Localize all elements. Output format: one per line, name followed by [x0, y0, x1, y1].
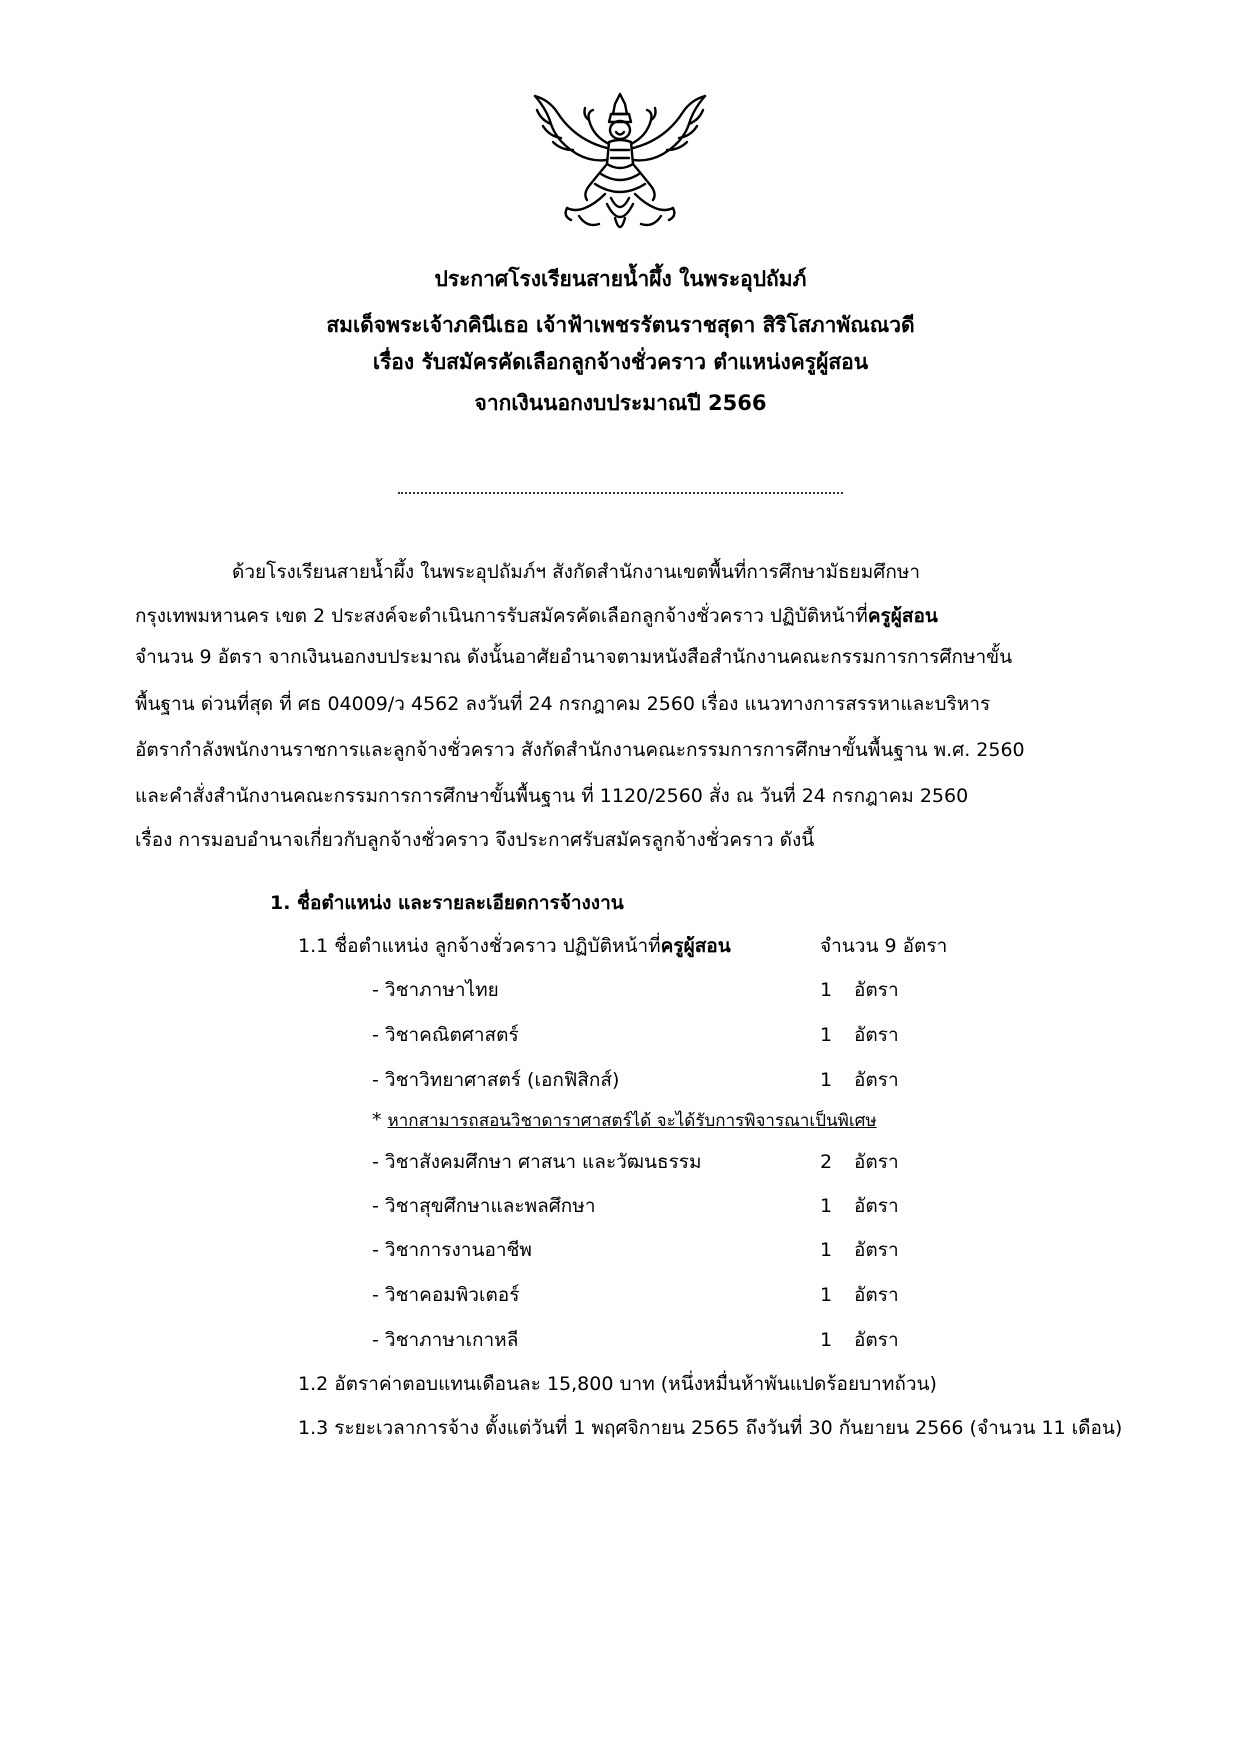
intro-line-5: อัตรากำลังพนักงานราชการและลูกจ้างชั่วคราว สังกัดสำนักงานคณะกรรมการการศึกษาขั้นพื้นฐาน พ.ศ. 2560	[135, 739, 1025, 761]
subject-unit: อัตรา	[854, 1024, 899, 1046]
section-1-heading: 1. ชื่อตำแหน่ง และรายละเอียดการจ้างงาน	[270, 892, 624, 914]
subject-unit: อัตรา	[854, 1284, 899, 1306]
item-1-3: 1.3 ระยะเวลาการจ้าง ตั้งแต่วันที่ 1 พฤศจิกายน 2565 ถึงวันที่ 30 กันยายน 2566 (จำนวน 11 เดือน)	[298, 1417, 1123, 1439]
subject-name: - วิชาสังคมศึกษา ศาสนา และวัฒนธรรม	[372, 1151, 702, 1173]
subject-num: 1	[820, 1069, 833, 1091]
subject-num: 1	[820, 979, 833, 1001]
intro-position-teacher: ครูผู้สอน	[867, 605, 938, 627]
astronomy-note	[372, 1106, 877, 1135]
header-line-3: เรื่อง รับสมัครคัดเลือกลูกจ้างชั่วคราว ตำแหน่งครูผู้สอน	[372, 350, 869, 374]
note-star: *	[372, 1109, 388, 1131]
subject-num: 1	[820, 1024, 833, 1046]
header-line-4: จากเงินนอกงบประมาณปี 2566	[474, 391, 767, 415]
subject-name: - วิชาคณิตศาสตร์	[372, 1024, 519, 1046]
subject-unit: อัตรา	[854, 979, 899, 1001]
intro-line-4: พื้นฐาน ด่วนที่สุด ที่ ศธ 04009/ว 4562 ลงวันที่ 24 กรกฎาคม 2560 เรื่อง แนวทางการสรรหาและบริหาร	[135, 693, 991, 715]
item-1-2: 1.2 อัตราค่าตอบแทนเดือนละ 15,800 บาท (หนึ่งหมื่นห้าพันแปดร้อยบาทถ้วน)	[298, 1373, 937, 1395]
intro-line-7: เรื่อง การมอบอำนาจเกี่ยวกับลูกจ้างชั่วคราว จึงประกาศรับสมัครลูกจ้างชั่วคราว ดังนี้	[135, 829, 815, 851]
subject-unit: อัตรา	[854, 1195, 899, 1217]
item-1-1	[298, 932, 731, 960]
garuda-emblem-icon	[527, 90, 713, 240]
subject-name: - วิชาภาษาไทย	[372, 979, 499, 1001]
item-1-1-label: 1.1 ชื่อตำแหน่ง ลูกจ้างชั่วคราว ปฏิบัติหน้าที่	[298, 935, 661, 957]
subject-unit: อัตรา	[854, 1239, 899, 1261]
subject-name: - วิชาสุขศึกษาและพลศึกษา	[372, 1195, 596, 1217]
item-1-1-position: ครูผู้สอน	[660, 935, 731, 957]
subject-unit: อัตรา	[854, 1329, 899, 1351]
subject-name: - วิชาการงานอาชีพ	[372, 1239, 532, 1261]
subject-name: - วิชาวิทยาศาสตร์ (เอกฟิสิกส์)	[372, 1069, 620, 1091]
note-text: หากสามารถสอนวิชาดาราศาสตร์ได้ จะได้รับการพิจารณาเป็นพิเศษ	[387, 1111, 877, 1131]
subject-name: - วิชาภาษาเกาหลี	[372, 1329, 519, 1351]
subject-num: 1	[820, 1284, 833, 1306]
intro-line-6: และคำสั่งสำนักงานคณะกรรมการการศึกษาขั้นพื้นฐาน ที่ 1120/2560 สั่ง ณ วันที่ 24 กรกฎาคม 2560	[135, 785, 969, 807]
header-line-1: ประกาศโรงเรียนสายน้ำผึ้ง ในพระอุปถัมภ์	[434, 267, 807, 291]
subject-unit: อัตรา	[854, 1069, 899, 1091]
header-line-2: สมเด็จพระเจ้าภคินีเธอ เจ้าฟ้าเพชรรัตนราชสุดา สิริโสภาพัณณวดี	[326, 313, 915, 337]
subject-num: 1	[820, 1239, 833, 1261]
dotted-separator	[398, 482, 843, 494]
intro-line-2	[135, 602, 938, 630]
subject-num: 1	[820, 1195, 833, 1217]
intro-line-1: ด้วยโรงเรียนสายน้ำผึ้ง ในพระอุปถัมภ์ฯ สังกัดสำนักงานเขตพื้นที่การศึกษามัธยมศึกษา	[232, 561, 921, 583]
subject-num: 1	[820, 1329, 833, 1351]
intro-line-2a: กรุงเทพมหานคร เขต 2 ประสงค์จะดำเนินการรับสมัครคัดเลือกลูกจ้างชั่วคราว ปฏิบัติหน้าที่	[135, 605, 868, 627]
intro-line-3: จำนวน 9 อัตรา จากเงินนอกงบประมาณ ดังนั้นอาศัยอำนาจตามหนังสือสำนักงานคณะกรรมการการศึกษาขั้น	[135, 646, 1013, 668]
subject-name: - วิชาคอมพิวเตอร์	[372, 1284, 520, 1306]
subject-num: 2	[820, 1151, 833, 1173]
item-1-1-count: จำนวน 9 อัตรา	[820, 935, 948, 957]
subject-unit: อัตรา	[854, 1151, 899, 1173]
